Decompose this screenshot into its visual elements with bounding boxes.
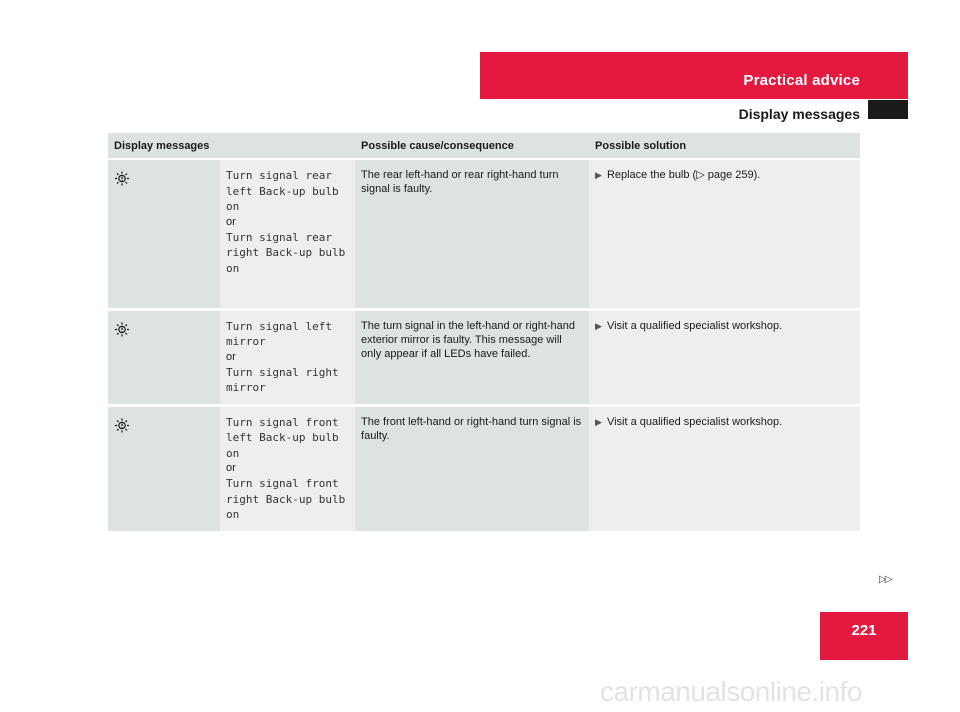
page-number: 221	[820, 612, 908, 660]
column-header-display: Display messages	[108, 133, 355, 159]
table-row	[108, 159, 860, 309]
cause-text: The front left-hand or right-hand turn signal is faulty.	[361, 415, 582, 442]
icon-cell	[108, 159, 220, 309]
message-line: Turn signal right	[226, 365, 339, 379]
table-row	[108, 309, 860, 405]
or-text: or	[226, 350, 236, 363]
or-text: or	[226, 215, 236, 228]
bullet-arrow-icon: ▶	[595, 320, 602, 331]
solution-cell	[589, 405, 860, 532]
column-header-solution: Possible solution	[589, 133, 860, 159]
message-line: on	[226, 261, 240, 275]
solution-cell	[589, 159, 860, 309]
cause-text: The turn signal in the left-hand or right-hand exterior mirror is faulty. This message will only appear if all LEDs have failed.	[361, 319, 576, 360]
cause-cell	[355, 159, 589, 309]
message-line: on	[226, 446, 240, 460]
message-line: Turn signal front	[226, 415, 339, 429]
cause-cell	[355, 309, 589, 405]
message-cell	[220, 405, 355, 532]
message-line: left Back-up bulb	[226, 431, 339, 444]
bulb-warning-icon	[114, 417, 130, 433]
message-line: on	[226, 200, 240, 213]
table-header-row	[108, 133, 860, 159]
message-cell	[220, 309, 355, 405]
bullet-arrow-icon: ▶	[595, 170, 602, 180]
message-line: right Back-up bulb	[226, 246, 346, 259]
continue-arrows-icon: ▷▷	[879, 574, 891, 585]
solution-text: Visit a qualified specialist workshop.	[606, 319, 783, 332]
header-bar	[480, 52, 908, 99]
message-line: left Back-up bulb	[226, 184, 339, 198]
solution-text: Replace the bulb (▷ page 259).	[606, 169, 761, 181]
table-row	[108, 405, 860, 532]
message-line: Turn signal left	[226, 319, 332, 333]
message-line: mirror	[226, 335, 266, 348]
icon-cell	[108, 309, 220, 405]
message-line: Turn signal rear	[226, 230, 332, 244]
display-messages-table	[108, 133, 860, 534]
message-line: right Back-up bulb	[226, 492, 346, 506]
column-header-cause: Possible cause/consequence	[355, 133, 589, 159]
bullet-arrow-icon: ▶	[595, 416, 602, 427]
watermark-text: carmanualsonline.info	[600, 676, 862, 707]
solution-text: Visit a qualified specialist workshop.	[606, 415, 783, 428]
section-title: Practical advice	[743, 72, 860, 89]
header-black-tab	[868, 100, 908, 119]
cause-text: The rear left-hand or rear right-hand turn signal is faulty.	[361, 169, 559, 195]
bulb-warning-icon	[114, 170, 130, 186]
or-text: or	[226, 462, 236, 474]
message-line: Turn signal front	[226, 477, 339, 490]
cause-cell	[355, 405, 589, 532]
message-line: mirror	[226, 381, 266, 394]
solution-cell	[589, 309, 860, 405]
message-line: on	[226, 508, 240, 521]
icon-cell	[108, 405, 220, 532]
bulb-warning-icon	[114, 321, 130, 337]
message-line: Turn signal rear	[226, 169, 332, 182]
subsection-title: Display messages	[738, 106, 860, 122]
message-cell	[220, 159, 355, 309]
